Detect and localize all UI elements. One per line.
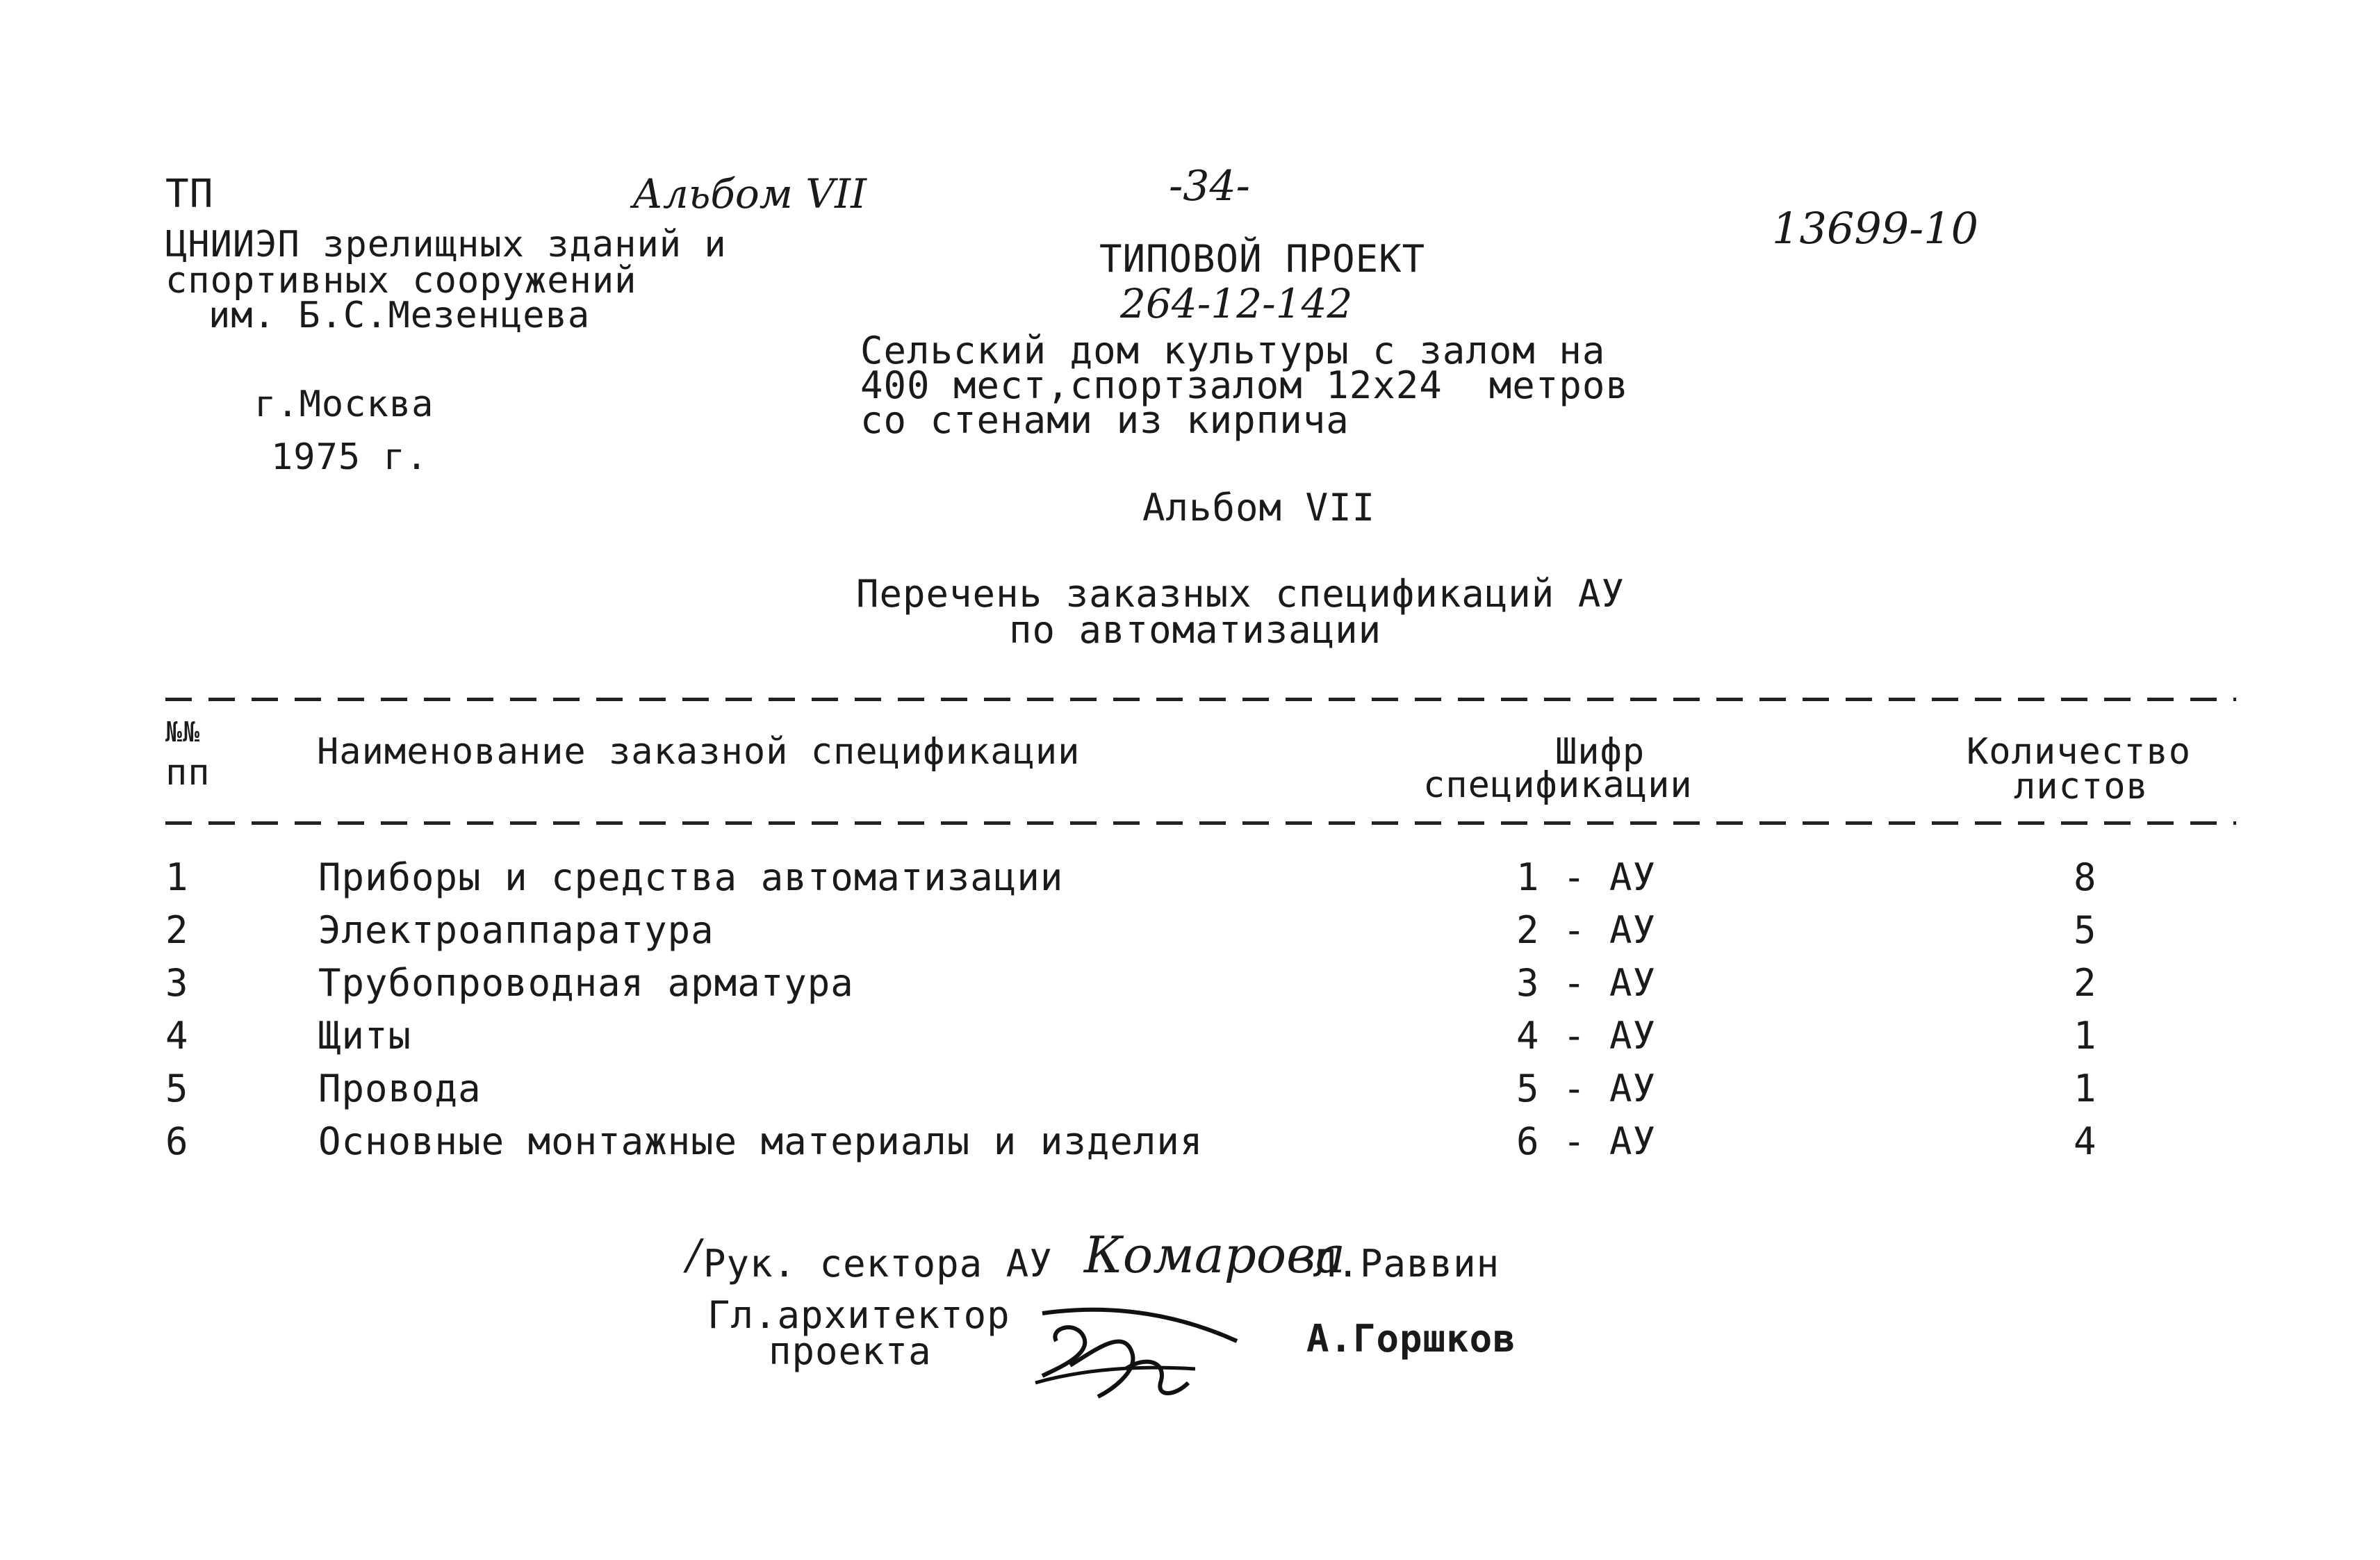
row-qty: 4 [2074, 1119, 2097, 1163]
row-code: 2 - АУ [1516, 908, 1657, 952]
header-code-2: спецификации [1423, 764, 1693, 806]
row-num: 4 [165, 1014, 189, 1058]
row-num: 6 [165, 1119, 189, 1163]
project-desc-2: 400 мест,спортзалом 12х24 метров [860, 363, 1629, 407]
row-code: 4 - АУ [1516, 1014, 1657, 1058]
row-code: 3 - АУ [1516, 961, 1657, 1005]
doc-number: 13699-10 [1772, 203, 1979, 254]
handwritten-signature-icon [1028, 1299, 1244, 1411]
table-row [0, 855, 2380, 908]
table-row [0, 1119, 2380, 1172]
album-label: Альбом VII [1142, 486, 1376, 529]
header-name: Наименование заказной спецификации [317, 731, 1081, 773]
row-name: Трубопроводная арматура [318, 961, 854, 1005]
year: 1975 г. [271, 436, 429, 478]
project-desc-1: Сельский дом культуры с залом на [860, 329, 1606, 372]
project-desc-3: со стенами из кирпича [860, 398, 1349, 442]
signature-role-2-line-1: Гл.архитектор [707, 1293, 1010, 1337]
row-qty: 1 [2074, 1067, 2097, 1110]
header-qty-2: листов [2014, 766, 2149, 807]
table-top-rule [165, 698, 2236, 701]
project-label: ТИПОВОЙ ПРОЕКТ [1099, 237, 1426, 281]
header-num-1: №№ [165, 716, 201, 748]
row-num: 3 [165, 961, 189, 1005]
row-qty: 5 [2074, 908, 2097, 952]
org-line-1: ЦНИИЭП зрелищных зданий и [165, 224, 727, 265]
signature-name-2: А.Горшков [1306, 1317, 1516, 1361]
table-row [0, 961, 2380, 1013]
city: г.Москва [254, 384, 434, 425]
signature-name-1: Л.Раввин [1313, 1242, 1500, 1286]
table-row [0, 1067, 2380, 1119]
row-code: 6 - АУ [1516, 1119, 1657, 1163]
table-row [0, 908, 2380, 960]
row-name: Приборы и средства автоматизации [318, 855, 1064, 899]
table-row [0, 1014, 2380, 1066]
row-name: Основные монтажные материалы и изделия [318, 1119, 1204, 1163]
tp-label: ТП [165, 172, 214, 217]
row-name: Электроаппаратура [318, 908, 714, 952]
row-code: 5 - АУ [1516, 1067, 1657, 1110]
signature-role-1: Рук. сектора АУ [703, 1242, 1053, 1286]
row-qty: 2 [2074, 961, 2097, 1005]
row-code: 1 - АУ [1516, 855, 1657, 899]
org-line-3: им. Б.С.Мезенцева [208, 295, 591, 336]
list-title-2: по автоматизации [1009, 608, 1382, 652]
list-title-1: Перечень заказных спецификаций АУ [856, 572, 1625, 616]
project-number: 264-12-142 [1120, 280, 1353, 327]
row-name: Щиты [318, 1014, 412, 1058]
page-number: -34- [1169, 162, 1250, 211]
header-num-2: пп [165, 752, 211, 794]
signature-handwritten: Комарова [1084, 1226, 1345, 1284]
header-qty-1: Количество [1967, 731, 2192, 773]
header-code-1: Шифр [1555, 731, 1646, 773]
table-header-rule [165, 821, 2236, 825]
row-qty: 8 [2074, 855, 2097, 899]
org-line-2: спортивных сооружений [165, 260, 637, 302]
row-num: 2 [165, 908, 189, 952]
row-qty: 1 [2074, 1014, 2097, 1058]
row-num: 1 [165, 855, 189, 899]
signature-role-2-line-2: проекта [769, 1329, 932, 1373]
row-name: Провода [318, 1067, 482, 1110]
album-handwritten: Альбом VII [632, 170, 867, 217]
row-num: 5 [165, 1067, 189, 1110]
signature-slash: / [687, 1231, 701, 1279]
